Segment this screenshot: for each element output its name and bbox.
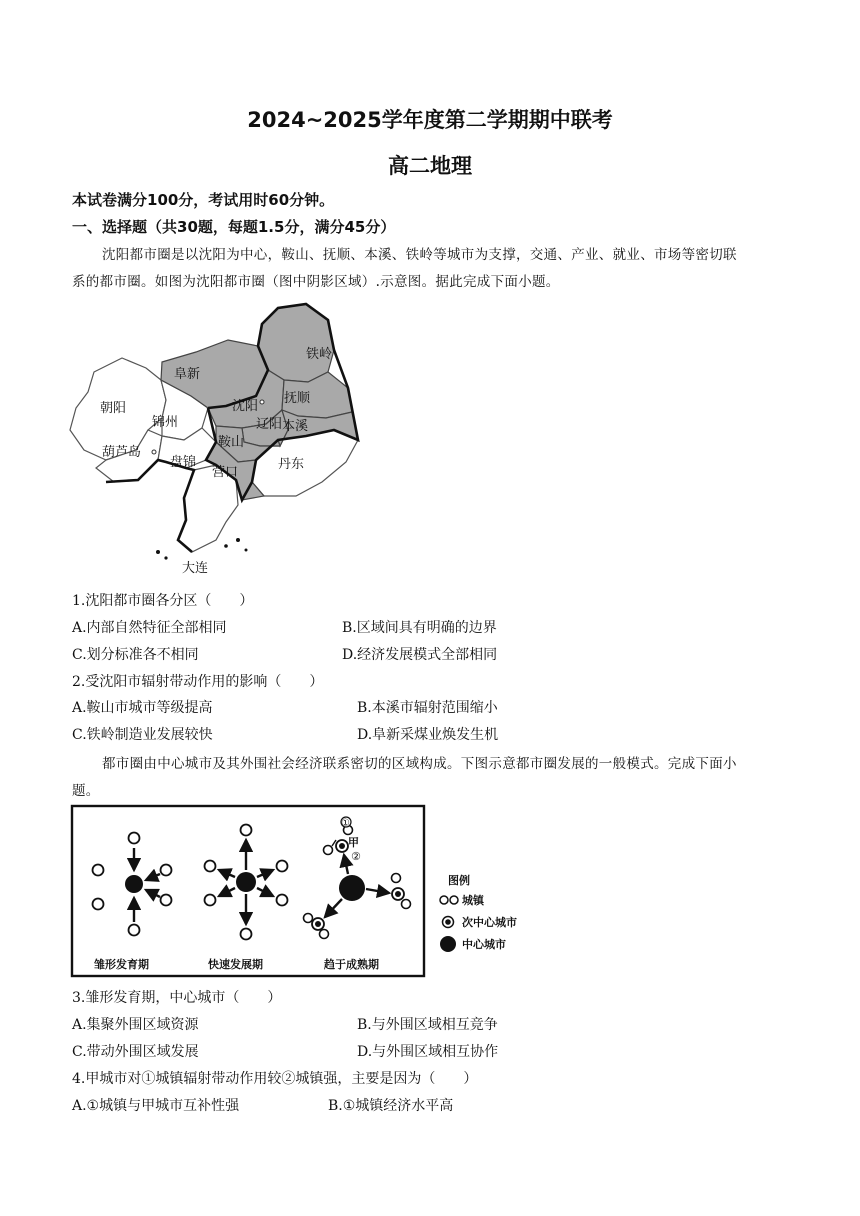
passage2-line2: 题。 bbox=[72, 783, 100, 799]
diagram-mark-2: ② bbox=[351, 850, 361, 863]
q3-option-a: A.集聚外围区域资源 bbox=[72, 1017, 199, 1033]
q1-stem: 1.沈阳都市圈各分区（ ） bbox=[72, 593, 254, 609]
section-heading: 一、选择题（共30题，每题1.5分，满分45分） bbox=[72, 218, 396, 236]
passage1-line1: 沈阳都市圈是以沈阳为中心，鞍山、抚顺、本溪、铁岭等城市为支撑，交通、产业、就业、市场等密切联 bbox=[102, 247, 737, 263]
legend-title: 图例 bbox=[448, 874, 470, 887]
map-label-yingkou: 营口 bbox=[212, 465, 239, 480]
q3-stem: 3.雏形发育期，中心城市（ ） bbox=[72, 990, 282, 1006]
map-label-benxi: 本溪 bbox=[282, 419, 309, 434]
shenyang-metro-map bbox=[66, 300, 366, 582]
stage1-label: 雏形发育期 bbox=[94, 958, 149, 971]
legend-center: 中心城市 bbox=[462, 938, 506, 951]
q4-stem: 4.甲城市对①城镇辐射带动作用较②城镇强，主要是因为（ ） bbox=[72, 1071, 478, 1087]
q2-option-a: A.鞍山市城市等级提高 bbox=[72, 700, 213, 716]
q4-option-b: B.①城镇经济水平高 bbox=[328, 1098, 454, 1114]
map-label-dandong: 丹东 bbox=[278, 457, 305, 472]
q1-option-b: B.区域间具有明确的边界 bbox=[342, 620, 497, 636]
map-label-dalian: 大连 bbox=[182, 561, 209, 576]
q2-option-d: D.阜新采煤业焕发生机 bbox=[357, 727, 499, 743]
map-label-tieling: 铁岭 bbox=[306, 347, 333, 362]
map-label-panjin: 盘锦 bbox=[170, 455, 197, 470]
passage2-line1: 都市圈由中心城市及其外围社会经济联系密切的区域构成。下图示意都市圈发展的一般模式。完成下面小 bbox=[102, 756, 737, 772]
q1-option-a: A.内部自然特征全部相同 bbox=[72, 620, 227, 636]
q4-option-a: A.①城镇与甲城市互补性强 bbox=[72, 1098, 240, 1114]
diagram-legend bbox=[440, 873, 517, 952]
q2-option-b: B.本溪市辐射范围缩小 bbox=[357, 700, 498, 716]
legend-town: 城镇 bbox=[462, 894, 484, 907]
legend-subcenter: 次中心城市 bbox=[462, 916, 517, 929]
q3-option-c: C.带动外围区域发展 bbox=[72, 1044, 199, 1060]
stage3-label: 趋于成熟期 bbox=[324, 958, 379, 971]
diagram-mark-jia: 甲 bbox=[348, 836, 359, 849]
passage1-line2: 系的都市圈。如图为沈阳都市圈（图中阴影区域）.示意图。据此完成下面小题。 bbox=[72, 274, 560, 290]
exam-notice: 本试卷满分100分，考试用时60分钟。 bbox=[72, 191, 335, 209]
map-label-jinzhou: 锦州 bbox=[152, 415, 179, 430]
stage2-label: 快速发展期 bbox=[208, 958, 263, 971]
map-label-liaoyang: 辽阳 bbox=[256, 417, 283, 432]
q1-option-c: C.划分标准各不相同 bbox=[72, 647, 199, 663]
q1-option-d: D.经济发展模式全部相同 bbox=[342, 647, 498, 663]
map-label-shenyang: 沈阳 bbox=[232, 399, 259, 414]
q3-option-d: D.与外围区域相互协作 bbox=[357, 1044, 499, 1060]
map-label-fuxin: 阜新 bbox=[174, 367, 201, 382]
q2-stem: 2.受沈阳市辐射带动作用的影响（ ） bbox=[72, 674, 324, 690]
map-label-anshan: 鞍山 bbox=[218, 435, 245, 450]
diagram-mark-1: ① bbox=[341, 818, 350, 829]
q2-option-c: C.铁岭制造业发展较快 bbox=[72, 727, 213, 743]
metro-development-diagram bbox=[70, 800, 530, 980]
map-label-chaoyang: 朝阳 bbox=[100, 401, 127, 416]
exam-title: 2024~2025学年度第二学期期中联考 bbox=[247, 108, 613, 132]
map-label-fushun: 抚顺 bbox=[284, 391, 311, 406]
q3-option-b: B.与外围区域相互竞争 bbox=[357, 1017, 498, 1033]
map-label-huludao: 葫芦岛 bbox=[102, 445, 142, 460]
subject-title: 高二地理 bbox=[388, 154, 472, 178]
